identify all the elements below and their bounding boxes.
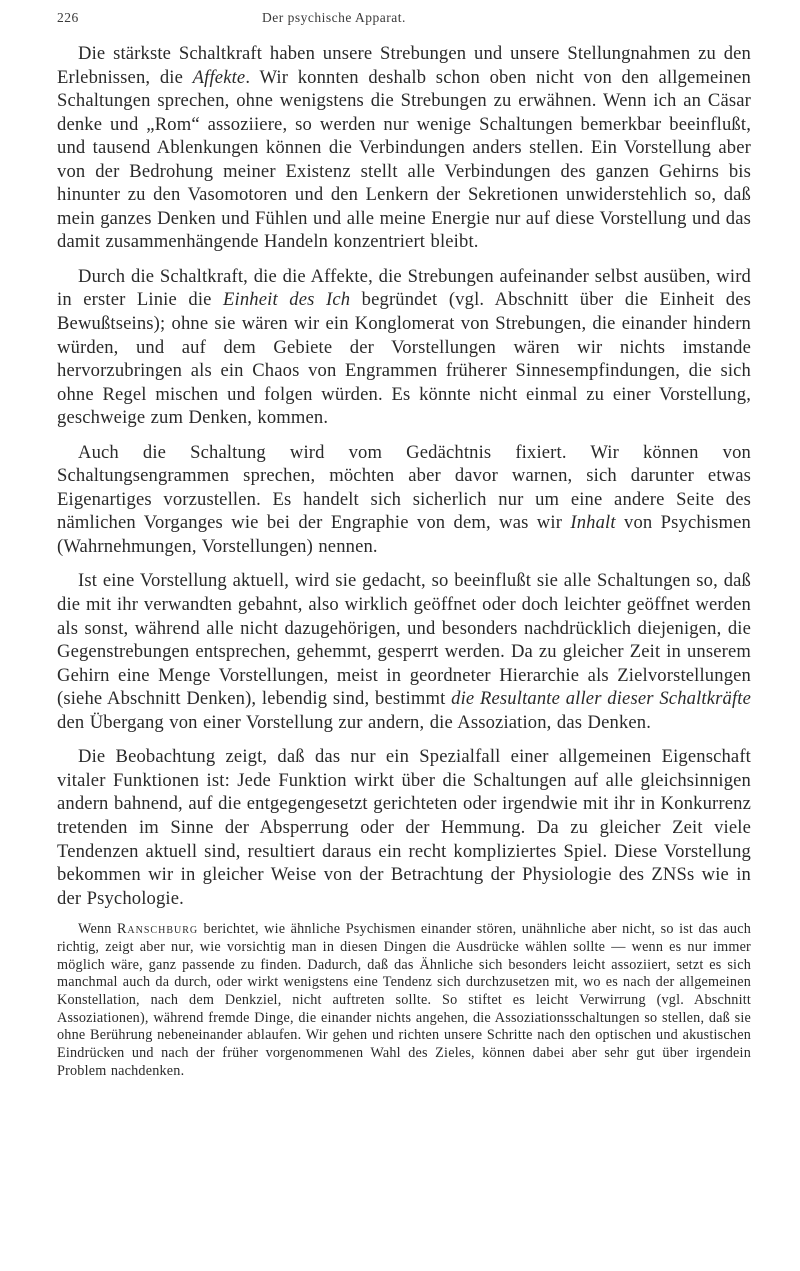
text-run: Ist eine Vorstellung aktuell, wird sie gedacht, so beeinflußt sie alle Schaltungen so, daß die mit ihr verwandten gebahnt, also wirklich geöffnet oder doch leichter geöffnet werden als sonst, während alle nicht dazugehörigen, und besonders nachdrücklich diejenigen, die Gegenstrebungen entsprechen, gehemmt, gesperrt werden. Da zu gleicher Zeit in unserem Gehirn eine Menge Vorstellungen, meist in geordneter Hierarchie als Zielvorstellungen (siehe Abschnitt Denken), lebendig sind, bestimmt: [57, 570, 751, 710]
author-name: Ranschburg: [116, 921, 199, 938]
text-run: den Übergang von einer Vorstellung zur andern, die Assoziation, das Denken.: [57, 711, 652, 733]
text-run: Die Beobachtung zeigt, daß das nur ein Spezialfall einer allgemeinen Eigenschaft vitaler Funktionen ist: Jede Funktion wirkt über die Schaltungen auf alle gleichsinnigen andern bahnend, auf die entgegengesetzt gerichteten oder irgendwie mit ihr in Konkurrenz tretenden im Sinne der Absperrung oder der Hemmung. Da zu gleicher Zeit viele Tendenzen aktuell sind, resultiert daraus ein recht kompliziertes Spiel. Diese Vorstellung bekommen wir in gleicher Weise von der Betrachtung der Physiologie des ZNSs wie in der Psychologie.: [57, 746, 751, 909]
emphasis-text: Inhalt: [570, 512, 616, 534]
emphasis-text: Einheit des Ich: [223, 289, 351, 311]
page-number: 226: [57, 10, 79, 25]
text-run: Auch die Schaltung wird vom Gedächtnis fixiert. Wir können von Schaltungsengrammen sprechen, möchten aber davor warnen, sich darunter etwas Eigenartiges vorzustellen. Es handelt sich sicherlich nur um eine andere Seite des nämlichen Vorganges wie bei der Engraphie von dem, was wir: [57, 441, 751, 534]
text-run: begründet (vgl. Abschnitt über die Einheit des Bewußtseins); ohne sie wären wir ein Konglomerat von Strebungen, die einander hindern würden, und auf dem Gebiete der Vorstellungen wären wir nichts imstande hervorzubringen als ein Chaos von Engrammen früherer Sinnesempfindungen, die sich ohne Regel mischen und folgen würden. Es könnte nicht einmal zu einer Vorstellung, geschweige zum Denken, kommen.: [57, 289, 751, 429]
paragraph: [57, 441, 751, 559]
running-title: Der psychische Apparat.: [262, 10, 406, 25]
footnote: [57, 921, 751, 1080]
text-run: Die stärkste Schaltkraft haben unsere Strebungen und unsere Stellungnahmen zu den Erlebnissen, die: [57, 43, 751, 88]
text-run: Wenn: [78, 921, 117, 938]
text-run: Durch die Schaltkraft, die die Affekte, die Strebungen aufeinander selbst ausüben, wird in erster Linie die: [57, 265, 751, 311]
emphasis-text: die Resultante aller dieser Schaltkräfte: [451, 688, 751, 710]
paragraph: [57, 265, 751, 430]
text-run: berichtet, wie ähnliche Psychismen einander stören, unähnliche aber nicht, so ist das auch richtig, zeigt aber nur, wie vorsichtig man in diesen Dingen die Ausdrücke wählen sollte — wenn es nur immer möglich wäre, ganz passende zu finden. Dadurch, daß das Ähnliche sich besonders leicht assoziiert, setzt es sich manchmal auch da durch, oder wirkt wenigstens eine Tendenz sich durchzusetzen mit, wo es nach der allgemeinen Konstellation, nach dem Denkziel, nicht auftreten sollte. So stiftet es leicht Verwirrung (vgl. Abschnitt Assoziationen), während fremde Dinge, die einander nichts angehen, die Assoziationsschaltungen so stellen, daß sie ohne Berührung nebeneinander ablaufen. Wir gehen und richten unsere Schritte nach den optischen und akustischen Eindrücken und nach der früher vorgenommenen Wahl des Zieles, können dabei aber sehr gut über irgendein Problem nachdenken.: [57, 921, 752, 1079]
text-run: . Wir konnten deshalb schon oben nicht von den allgemeinen Schaltungen sprechen, ohne wenigstens die Strebungen zu erwähnen. Wenn ich an Cäsar denke und „Rom“ assoziiere, so werden nur wenige Schaltungen bemerkbar beeinflußt, und tausend Ablenkungen können die Verbindungen anders stellen. Ein Vorstellung aber von der Bedrohung meiner Existenz stellt alle Verbindungen des ganzen Gehirns bis hinunter zu den Vasomotoren und den Lenkern der Sekretionen unwiderstehlich so, daß mein ganzes Denken und Fühlen und alle meine Energie nur auf diese Vorstellung und das damit zusammenhängende Handeln konzentriert bleibt.: [57, 66, 751, 253]
text-run: von Psychismen (Wahrnehmungen, Vorstellungen) nennen.: [57, 512, 751, 557]
body-text: [57, 42, 751, 1080]
paragraph: [57, 745, 751, 910]
paragraph: [57, 42, 751, 254]
paragraph: [57, 569, 751, 734]
emphasis-text: Affekte: [192, 66, 246, 88]
page-header: [57, 10, 747, 34]
